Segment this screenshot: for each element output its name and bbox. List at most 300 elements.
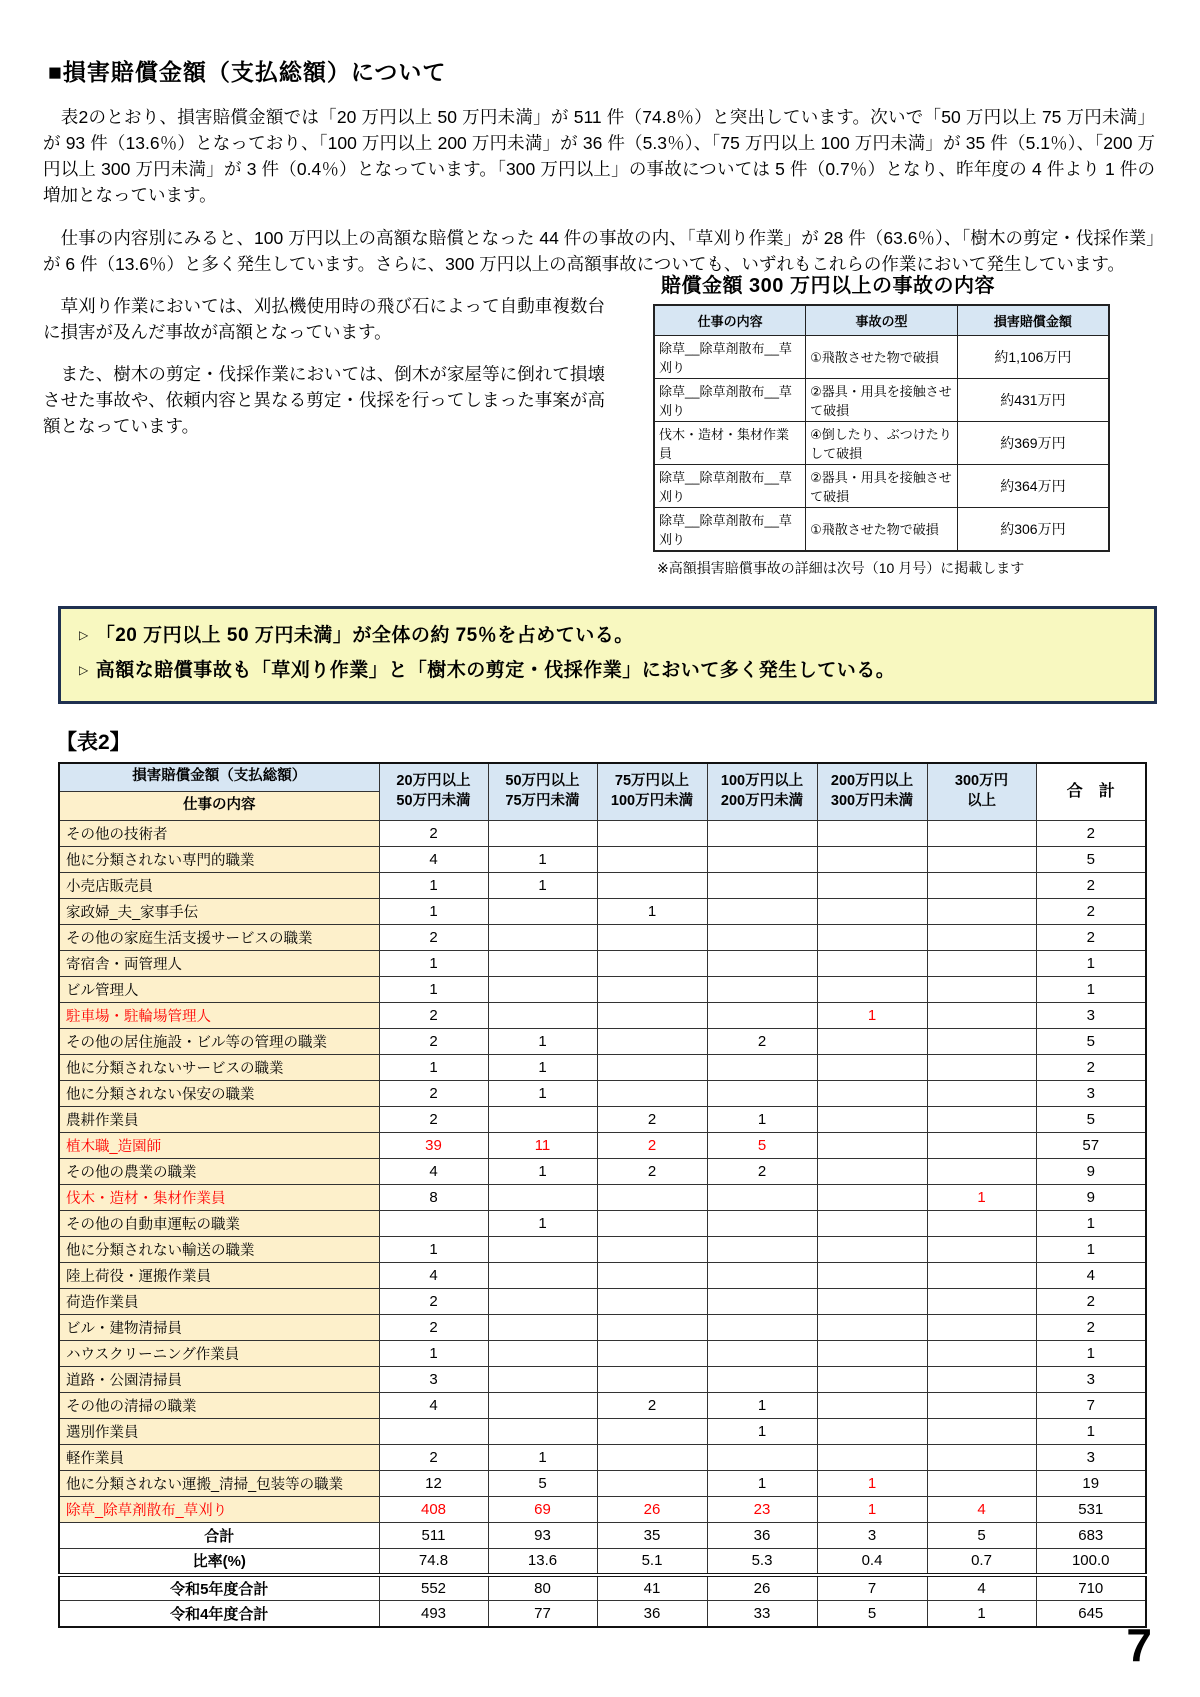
value-cell <box>817 1237 927 1263</box>
value-cell: 2 <box>1036 821 1146 847</box>
value-cell <box>927 951 1036 977</box>
value-cell <box>488 1107 597 1133</box>
value-cell: 1 <box>488 1081 597 1107</box>
value-cell <box>817 821 927 847</box>
paragraph-mowing: 草刈り作業においては、刈払機使用時の飛び石によって自動車複数台に損害が及んだ事故が高額となっています。 <box>43 296 605 342</box>
summary-value-cell: 74.8 <box>379 1549 488 1575</box>
job-label-cell: 他に分類されない専門的職業 <box>59 847 379 873</box>
value-cell: 2 <box>707 1029 817 1055</box>
table-row <box>59 899 1146 925</box>
value-cell: 1 <box>817 1471 927 1497</box>
paragraph-by-job: 仕事の内容別にみると、100 万円以上の高額な賠償となった 44 件の事故の内、「草刈り作業」が 28 件（63.6％）、「樹木の剪定・伐採作業」が 6 件（13.6％）と多く発生しています。さらに、300 万円以上の高額事故についても、いずれもこれらの作業において発生しています。 <box>43 228 1155 274</box>
accident-cell: 約369万円 <box>957 421 1109 464</box>
table-row <box>59 1133 1146 1159</box>
value-cell <box>597 1055 707 1081</box>
value-cell <box>488 1237 597 1263</box>
value-cell <box>597 1263 707 1289</box>
job-label-cell: 伐木・造材・集材作業員 <box>59 1185 379 1211</box>
value-cell <box>817 1133 927 1159</box>
value-cell: 1 <box>1036 951 1146 977</box>
header-range-cell: 300万円 以上 <box>927 763 1036 821</box>
value-cell: 1 <box>488 1445 597 1471</box>
summary-label-cell: 比率(%) <box>59 1549 379 1575</box>
value-cell: 2 <box>1036 1055 1146 1081</box>
value-cell: 1 <box>1036 1419 1146 1445</box>
value-cell <box>707 873 817 899</box>
value-cell <box>817 1211 927 1237</box>
accident-header-cell: 仕事の内容 <box>654 305 806 335</box>
accident-table-body <box>654 335 1109 551</box>
summary-value-cell: 0.7 <box>927 1549 1036 1575</box>
value-cell <box>379 1211 488 1237</box>
value-cell: 531 <box>1036 1497 1146 1523</box>
value-cell: 1 <box>1036 1211 1146 1237</box>
value-cell: 4 <box>379 847 488 873</box>
value-cell <box>597 1289 707 1315</box>
value-cell <box>817 1289 927 1315</box>
accident-cell: 約1,106万円 <box>957 335 1109 378</box>
summary-value-cell: 5.1 <box>597 1549 707 1575</box>
value-cell: 7 <box>1036 1393 1146 1419</box>
value-cell <box>707 821 817 847</box>
value-cell <box>817 1419 927 1445</box>
value-cell <box>707 1055 817 1081</box>
value-cell: 2 <box>1036 1289 1146 1315</box>
table-row <box>59 1055 1146 1081</box>
value-cell <box>927 1341 1036 1367</box>
summary-value-cell: 5 <box>927 1523 1036 1549</box>
value-cell: 5 <box>707 1133 817 1159</box>
value-cell <box>707 1445 817 1471</box>
highlight-text: 「20 万円以上 50 万円未満」が全体の約 75％を占めている。 <box>95 624 634 646</box>
value-cell <box>927 1445 1036 1471</box>
value-cell <box>927 1081 1036 1107</box>
value-cell <box>927 1029 1036 1055</box>
value-cell <box>927 899 1036 925</box>
value-cell <box>597 1367 707 1393</box>
value-cell <box>597 951 707 977</box>
summary-value-cell: 683 <box>1036 1523 1146 1549</box>
table-row <box>59 1159 1146 1185</box>
highlight-item <box>79 619 1136 654</box>
value-cell: 19 <box>1036 1471 1146 1497</box>
value-cell <box>597 873 707 899</box>
job-label-cell: ビル・建物清掃員 <box>59 1315 379 1341</box>
job-label-cell: 選別作業員 <box>59 1419 379 1445</box>
accident-header-row <box>654 305 1109 335</box>
accident-cell: 除草__除草剤散布__草刈り <box>654 378 806 421</box>
value-cell <box>379 1419 488 1445</box>
value-cell: 2 <box>1036 873 1146 899</box>
value-cell <box>597 847 707 873</box>
table-row <box>59 847 1146 873</box>
summary-value-cell: 100.0 <box>1036 1549 1146 1575</box>
value-cell <box>597 1211 707 1237</box>
value-cell: 1 <box>379 899 488 925</box>
value-cell: 1 <box>707 1471 817 1497</box>
table2-head <box>59 763 1146 821</box>
header-range-cell: 100万円以上 200万円未満 <box>707 763 817 821</box>
value-cell <box>927 821 1036 847</box>
value-cell: 69 <box>488 1497 597 1523</box>
accident-row <box>654 335 1109 378</box>
summary-value-cell: 645 <box>1036 1601 1146 1627</box>
value-cell <box>707 1367 817 1393</box>
value-cell <box>597 1445 707 1471</box>
value-cell <box>597 977 707 1003</box>
value-cell <box>927 1419 1036 1445</box>
accident-table <box>653 304 1110 552</box>
value-cell: 4 <box>379 1159 488 1185</box>
triangle-bullet-icon: ▷ <box>79 662 89 677</box>
header-total-cell: 合 計 <box>1036 763 1146 821</box>
value-cell: 1 <box>488 1211 597 1237</box>
summary-value-cell: 26 <box>707 1575 817 1601</box>
job-label-cell: 他に分類されない輸送の職業 <box>59 1237 379 1263</box>
value-cell: 2 <box>379 1081 488 1107</box>
value-cell <box>707 977 817 1003</box>
accident-row <box>654 378 1109 421</box>
value-cell: 39 <box>379 1133 488 1159</box>
table-row <box>59 1107 1146 1133</box>
value-cell <box>488 899 597 925</box>
table-row <box>59 977 1146 1003</box>
value-cell <box>817 1263 927 1289</box>
value-cell: 2 <box>379 1289 488 1315</box>
table-row <box>59 1211 1146 1237</box>
value-cell <box>707 925 817 951</box>
table-row <box>59 1237 1146 1263</box>
triangle-bullet-icon: ▷ <box>79 627 89 642</box>
value-cell: 9 <box>1036 1159 1146 1185</box>
value-cell <box>597 1315 707 1341</box>
value-cell: 5 <box>488 1471 597 1497</box>
job-label-cell: 他に分類されないサービスの職業 <box>59 1055 379 1081</box>
table-row <box>59 1185 1146 1211</box>
header-job-cell: 仕事の内容 <box>59 792 379 821</box>
value-cell: 4 <box>927 1497 1036 1523</box>
value-cell: 26 <box>597 1497 707 1523</box>
table-row <box>59 1445 1146 1471</box>
accident-cell: 約306万円 <box>957 507 1109 551</box>
value-cell: 5 <box>1036 1107 1146 1133</box>
job-label-cell: 家政婦_夫_家事手伝 <box>59 899 379 925</box>
header-range-cell: 75万円以上 100万円未満 <box>597 763 707 821</box>
summary-row <box>59 1575 1146 1601</box>
value-cell <box>927 1159 1036 1185</box>
value-cell <box>927 1003 1036 1029</box>
value-cell: 1 <box>1036 1237 1146 1263</box>
job-label-cell: その他の技術者 <box>59 821 379 847</box>
value-cell: 1 <box>379 1055 488 1081</box>
summary-value-cell: 41 <box>597 1575 707 1601</box>
value-cell <box>597 1081 707 1107</box>
value-cell: 1 <box>379 977 488 1003</box>
page-title: ■損害賠償金額（支払総額）について <box>48 59 447 85</box>
value-cell: 2 <box>1036 925 1146 951</box>
value-cell: 1 <box>379 1341 488 1367</box>
value-cell: 1 <box>488 847 597 873</box>
value-cell <box>817 1185 927 1211</box>
page-number: 7 <box>1126 1619 1152 1671</box>
summary-label-cell: 令和4年度合計 <box>59 1601 379 1627</box>
value-cell <box>488 821 597 847</box>
value-cell <box>927 873 1036 899</box>
value-cell <box>817 951 927 977</box>
accident-header-cell: 事故の型 <box>806 305 958 335</box>
value-cell <box>927 1393 1036 1419</box>
left-text-column <box>43 277 605 439</box>
value-cell <box>488 1003 597 1029</box>
job-label-cell: 除草_除草剤散布_草刈り <box>59 1497 379 1523</box>
paragraph-overview: 表2のとおり、損害賠償金額では「20 万円以上 50 万円未満」が 511 件（74.8％）と突出しています。次いで「50 万円以上 75 万円未満」が 93 件（13.6％）となっており、「100 万円以上 200 万円未満」が 36 件（5.3％）、「75 万円以上 100 万円未満」が 35 件（5.1％）、「200 万円以上 300 万円未満」が 3 件（0.4％）となっています。「300 万円以上」の事故については 5 件（0.7％）となり、昨年度の 4 件より 1 件の増加となっています。 <box>43 107 1155 205</box>
value-cell <box>817 1315 927 1341</box>
value-cell: 2 <box>379 1029 488 1055</box>
accident-table-footnote: ※高額損害賠償事故の詳細は次号（10 月号）に掲載します <box>657 559 1025 576</box>
value-cell: 2 <box>379 1315 488 1341</box>
value-cell <box>927 1471 1036 1497</box>
value-cell <box>817 1367 927 1393</box>
accident-table-block <box>653 269 1110 578</box>
header-range-cell: 50万円以上 75万円未満 <box>488 763 597 821</box>
value-cell <box>817 1029 927 1055</box>
summary-value-cell: 33 <box>707 1601 817 1627</box>
value-cell <box>707 899 817 925</box>
value-cell <box>707 1237 817 1263</box>
value-cell: 1 <box>1036 977 1146 1003</box>
accident-header-cell: 損害賠償金額 <box>957 305 1109 335</box>
value-cell: 3 <box>1036 1081 1146 1107</box>
value-cell <box>927 1367 1036 1393</box>
job-label-cell: ビル管理人 <box>59 977 379 1003</box>
summary-value-cell: 493 <box>379 1601 488 1627</box>
table-row <box>59 1419 1146 1445</box>
summary-value-cell: 36 <box>707 1523 817 1549</box>
table-row <box>59 1263 1146 1289</box>
value-cell <box>927 847 1036 873</box>
accident-cell: 約364万円 <box>957 464 1109 507</box>
value-cell: 2 <box>597 1133 707 1159</box>
value-cell: 2 <box>379 1107 488 1133</box>
accident-cell: 除草__除草剤散布__草刈り <box>654 464 806 507</box>
value-cell: 2 <box>597 1107 707 1133</box>
summary-label-cell: 令和5年度合計 <box>59 1575 379 1601</box>
job-label-cell: 寄宿舎・両管理人 <box>59 951 379 977</box>
table-row <box>59 951 1146 977</box>
job-label-cell: その他の農業の職業 <box>59 1159 379 1185</box>
value-cell <box>488 1185 597 1211</box>
accident-cell: 除草__除草剤散布__草刈り <box>654 507 806 551</box>
value-cell <box>707 951 817 977</box>
value-cell <box>488 1341 597 1367</box>
table-row <box>59 1289 1146 1315</box>
job-label-cell: 軽作業員 <box>59 1445 379 1471</box>
job-label-cell: その他の自動車運転の職業 <box>59 1211 379 1237</box>
value-cell <box>597 1029 707 1055</box>
value-cell <box>817 1445 927 1471</box>
paragraph-pruning: また、樹木の剪定・伐採作業においては、倒木が家屋等に倒れて損壊させた事故や、依頼内容と異なる剪定・伐採を行ってしまった事案が高額となっています。 <box>43 364 605 436</box>
table-row <box>59 1029 1146 1055</box>
header-amount-cell: 損害賠償金額（支払総額） <box>59 763 379 792</box>
value-cell: 11 <box>488 1133 597 1159</box>
accident-cell: ④倒したり、ぶつけたりして破損 <box>806 421 958 464</box>
summary-value-cell: 511 <box>379 1523 488 1549</box>
value-cell <box>817 847 927 873</box>
value-cell: 1 <box>1036 1341 1146 1367</box>
summary-value-cell: 7 <box>817 1575 927 1601</box>
value-cell <box>927 1289 1036 1315</box>
job-label-cell: 陸上荷役・運搬作業員 <box>59 1263 379 1289</box>
job-label-cell: 他に分類されない運搬_清掃_包装等の職業 <box>59 1471 379 1497</box>
value-cell <box>817 977 927 1003</box>
summary-value-cell: 1 <box>927 1601 1036 1627</box>
value-cell: 9 <box>1036 1185 1146 1211</box>
value-cell <box>597 1003 707 1029</box>
accident-row <box>654 507 1109 551</box>
value-cell: 8 <box>379 1185 488 1211</box>
value-cell <box>597 821 707 847</box>
table-row <box>59 1341 1146 1367</box>
value-cell: 408 <box>379 1497 488 1523</box>
value-cell <box>707 1003 817 1029</box>
value-cell: 1 <box>597 899 707 925</box>
job-label-cell: 荷造作業員 <box>59 1289 379 1315</box>
summary-row <box>59 1549 1146 1575</box>
summary-row <box>59 1601 1146 1627</box>
value-cell: 23 <box>707 1497 817 1523</box>
job-label-cell: その他の居住施設・ビル等の管理の職業 <box>59 1029 379 1055</box>
value-cell: 2 <box>379 1445 488 1471</box>
job-label-cell: 道路・公園清掃員 <box>59 1367 379 1393</box>
job-label-cell: その他の家庭生活支援サービスの職業 <box>59 925 379 951</box>
value-cell: 1 <box>488 1055 597 1081</box>
value-cell <box>707 1289 817 1315</box>
table-row <box>59 925 1146 951</box>
value-cell: 57 <box>1036 1133 1146 1159</box>
value-cell <box>707 1081 817 1107</box>
accident-table-title: 賠償金額 300 万円以上の事故の内容 <box>661 275 995 297</box>
table2-body <box>59 821 1146 1627</box>
accident-cell: ①飛散させた物で破損 <box>806 335 958 378</box>
value-cell <box>597 1185 707 1211</box>
summary-value-cell: 4 <box>927 1575 1036 1601</box>
summary-value-cell: 80 <box>488 1575 597 1601</box>
value-cell <box>707 1211 817 1237</box>
value-cell: 1 <box>379 951 488 977</box>
value-cell: 2 <box>597 1159 707 1185</box>
accident-row <box>654 421 1109 464</box>
value-cell <box>488 977 597 1003</box>
accident-table-head <box>654 305 1109 335</box>
value-cell <box>817 1159 927 1185</box>
value-cell <box>707 1185 817 1211</box>
table2-header-row-1 <box>59 763 1146 792</box>
value-cell <box>488 1419 597 1445</box>
value-cell: 1 <box>379 873 488 899</box>
value-cell <box>817 1081 927 1107</box>
value-cell <box>927 1133 1036 1159</box>
value-cell <box>488 951 597 977</box>
value-cell <box>707 847 817 873</box>
value-cell: 12 <box>379 1471 488 1497</box>
value-cell <box>597 925 707 951</box>
job-label-cell: 他に分類されない保安の職業 <box>59 1081 379 1107</box>
job-label-cell: 植木職_造園師 <box>59 1133 379 1159</box>
value-cell <box>927 1237 1036 1263</box>
value-cell: 2 <box>379 821 488 847</box>
summary-label-cell: 合計 <box>59 1523 379 1549</box>
value-cell <box>927 1055 1036 1081</box>
value-cell: 2 <box>379 925 488 951</box>
summary-value-cell: 0.4 <box>817 1549 927 1575</box>
value-cell: 5 <box>1036 847 1146 873</box>
header-range-cell: 20万円以上 50万円未満 <box>379 763 488 821</box>
summary-row <box>59 1523 1146 1549</box>
summary-value-cell: 710 <box>1036 1575 1146 1601</box>
highlight-text: 高額な賠償事故も「草刈り作業」と「樹木の剪定・伐採作業」において多く発生している。 <box>95 659 896 681</box>
value-cell: 1 <box>927 1185 1036 1211</box>
value-cell: 1 <box>817 1497 927 1523</box>
value-cell: 3 <box>1036 1367 1146 1393</box>
value-cell: 4 <box>379 1263 488 1289</box>
value-cell: 1 <box>707 1419 817 1445</box>
summary-value-cell: 35 <box>597 1523 707 1549</box>
summary-value-cell: 36 <box>597 1601 707 1627</box>
job-label-cell: 駐車場・駐輪場管理人 <box>59 1003 379 1029</box>
value-cell <box>597 1237 707 1263</box>
job-label-cell: その他の清掃の職業 <box>59 1393 379 1419</box>
value-cell: 3 <box>1036 1003 1146 1029</box>
value-cell <box>488 1263 597 1289</box>
value-cell <box>707 1315 817 1341</box>
summary-value-cell: 552 <box>379 1575 488 1601</box>
highlight-box <box>58 606 1157 704</box>
value-cell: 1 <box>488 873 597 899</box>
summary-value-cell: 5.3 <box>707 1549 817 1575</box>
summary-value-cell: 13.6 <box>488 1549 597 1575</box>
value-cell: 5 <box>1036 1029 1146 1055</box>
value-cell <box>817 873 927 899</box>
value-cell: 1 <box>707 1393 817 1419</box>
table-row <box>59 1081 1146 1107</box>
value-cell <box>488 1289 597 1315</box>
summary-value-cell: 3 <box>817 1523 927 1549</box>
accident-cell: 約431万円 <box>957 378 1109 421</box>
value-cell: 3 <box>1036 1445 1146 1471</box>
value-cell: 2 <box>707 1159 817 1185</box>
value-cell <box>927 1211 1036 1237</box>
value-cell <box>927 1107 1036 1133</box>
value-cell <box>927 1263 1036 1289</box>
value-cell: 3 <box>379 1367 488 1393</box>
value-cell: 2 <box>1036 1315 1146 1341</box>
accident-cell: 伐木・造材・集材作業員 <box>654 421 806 464</box>
value-cell: 1 <box>488 1029 597 1055</box>
value-cell <box>488 1393 597 1419</box>
value-cell <box>927 977 1036 1003</box>
table-row <box>59 1315 1146 1341</box>
value-cell <box>817 1055 927 1081</box>
value-cell <box>597 1419 707 1445</box>
value-cell <box>817 1341 927 1367</box>
job-label-cell: 農耕作業員 <box>59 1107 379 1133</box>
value-cell: 2 <box>379 1003 488 1029</box>
value-cell: 2 <box>597 1393 707 1419</box>
accident-row <box>654 464 1109 507</box>
header-range-cell: 200万円以上 300万円未満 <box>817 763 927 821</box>
value-cell <box>488 1315 597 1341</box>
summary-value-cell: 93 <box>488 1523 597 1549</box>
